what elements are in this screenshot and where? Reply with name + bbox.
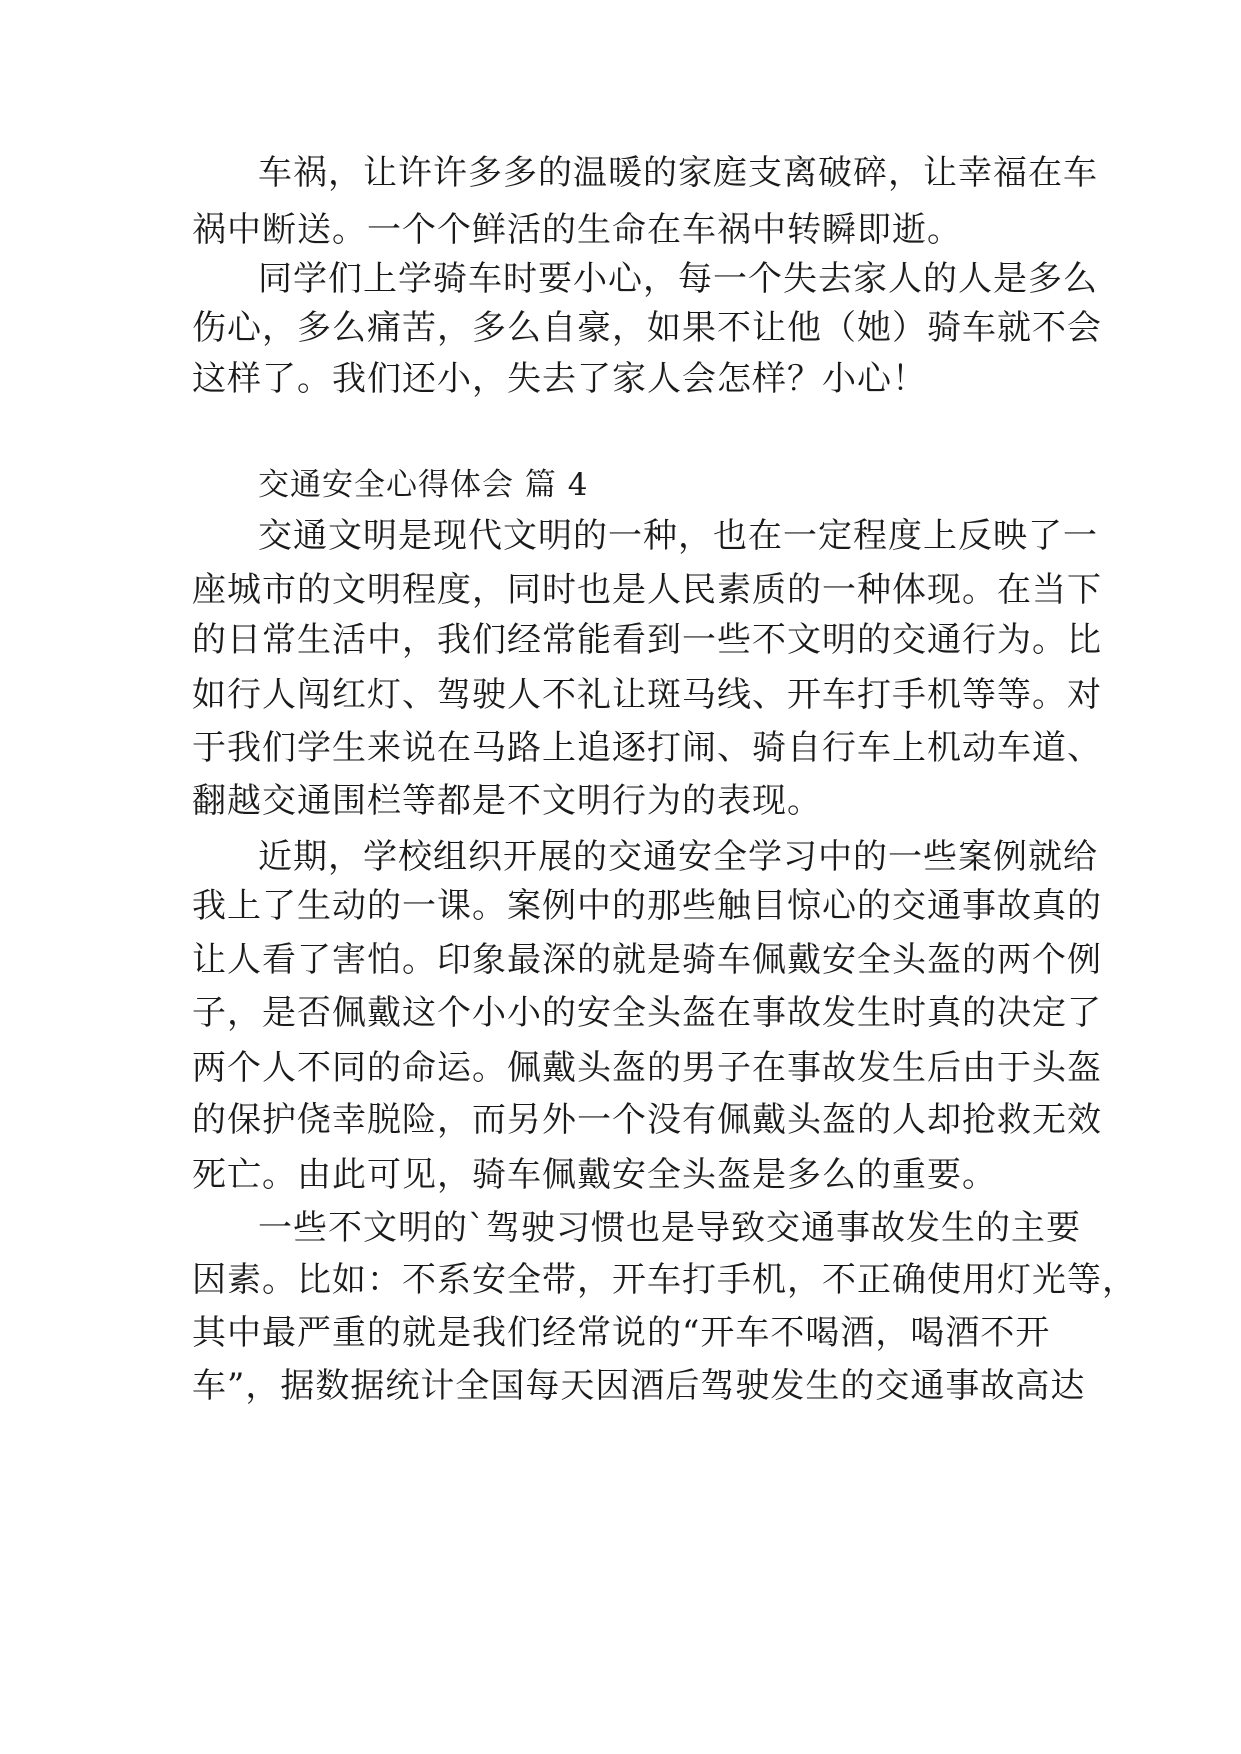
paragraph-4-line-2: 我上了生动的一课。案例中的那些触目惊心的交通事故真的 bbox=[192, 886, 1102, 926]
paragraph-4-line-3: 让人看了害怕。印象最深的就是骑车佩戴安全头盔的两个例 bbox=[192, 940, 1102, 980]
section-heading: 交通安全心得体会 篇 4 bbox=[258, 467, 589, 503]
paragraph-1-line-1: 车祸，让许许多多的温暖的家庭支离破碎，让幸福在车 bbox=[258, 153, 1098, 193]
paragraph-5-line-1: 一些不文明的`驾驶习惯也是导致交通事故发生的主要 bbox=[258, 1208, 1081, 1248]
paragraph-4-line-5: 两个人不同的命运。佩戴头盔的男子在事故发生后由于头盔 bbox=[192, 1048, 1102, 1088]
paragraph-5-line-4: 车”，据数据统计全国每天因酒后驾驶发生的交通事故高达 bbox=[192, 1366, 1086, 1406]
paragraph-2-line-1: 同学们上学骑车时要小心，每一个失去家人的人是多么 bbox=[258, 259, 1098, 299]
paragraph-3-line-2: 座城市的文明程度，同时也是人民素质的一种体现。在当下 bbox=[192, 570, 1102, 610]
paragraph-4-line-4: 子，是否佩戴这个小小的安全头盔在事故发生时真的决定了 bbox=[192, 993, 1102, 1033]
paragraph-5-line-3: 其中最严重的就是我们经常说的“开车不喝酒，喝酒不开 bbox=[192, 1313, 1051, 1353]
paragraph-4-line-1: 近期，学校组织开展的交通安全学习中的一些案例就给 bbox=[258, 837, 1098, 877]
paragraph-3-line-4: 如行人闯红灯、驾驶人不礼让斑马线、开车打手机等等。对 bbox=[192, 675, 1102, 715]
paragraph-5-line-2: 因素。比如：不系安全带，开车打手机，不正确使用灯光等， bbox=[192, 1260, 1137, 1300]
paragraph-2-line-2: 伤心，多么痛苦，多么自豪，如果不让他（她）骑车就不会 bbox=[192, 308, 1102, 348]
paragraph-3-line-3: 的日常生活中，我们经常能看到一些不文明的交通行为。比 bbox=[192, 620, 1102, 660]
paragraph-3-line-1: 交通文明是现代文明的一种，也在一定程度上反映了一 bbox=[258, 516, 1098, 556]
paragraph-2-line-3: 这样了。我们还小，失去了家人会怎样？小心！ bbox=[192, 359, 927, 399]
paragraph-3-line-5: 于我们学生来说在马路上追逐打闹、骑自行车上机动车道、 bbox=[192, 728, 1102, 768]
paragraph-1-line-2: 祸中断送。一个个鲜活的生命在车祸中转瞬即逝。 bbox=[192, 210, 962, 250]
paragraph-4-line-6: 的保护侥幸脱险，而另外一个没有佩戴头盔的人却抢救无效 bbox=[192, 1100, 1102, 1140]
paragraph-4-line-7: 死亡。由此可见，骑车佩戴安全头盔是多么的重要。 bbox=[192, 1155, 997, 1195]
paragraph-3-line-6: 翻越交通围栏等都是不文明行为的表现。 bbox=[192, 781, 822, 821]
